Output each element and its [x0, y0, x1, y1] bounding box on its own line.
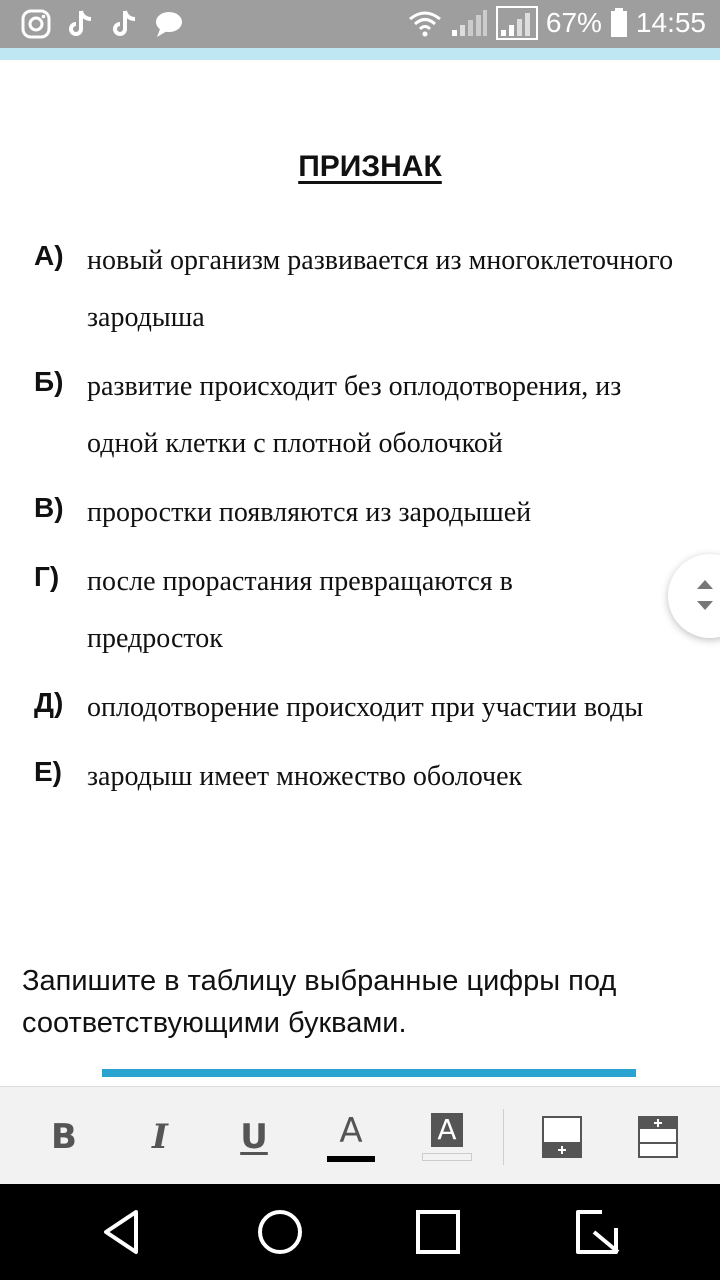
italic-icon: I — [152, 1117, 168, 1157]
highlight-icon: A — [431, 1113, 463, 1147]
signal-icon — [450, 8, 488, 38]
editor-divider — [102, 1069, 636, 1077]
text-color-button[interactable] — [326, 1107, 376, 1167]
edit-icon[interactable] — [572, 1206, 624, 1258]
insert-row-above-icon — [638, 1116, 678, 1158]
insert-row-below-icon — [542, 1116, 582, 1158]
instruction-text: Запишите в таблицу выбранные цифры под соответствующими буквами. — [22, 965, 617, 1039]
battery-icon — [610, 8, 628, 38]
text-color-swatch — [327, 1156, 375, 1162]
recents-icon[interactable] — [412, 1206, 464, 1258]
scroll-up-icon[interactable] — [695, 578, 715, 590]
highlight-button[interactable] — [422, 1107, 472, 1167]
item-letter: Г) — [34, 561, 60, 592]
insert-row-below-button[interactable] — [540, 1107, 584, 1167]
list-item — [0, 748, 720, 805]
list-item — [0, 484, 720, 541]
item-letter: А) — [34, 240, 64, 271]
instagram-icon — [20, 8, 52, 40]
tiktok-icon — [110, 8, 140, 40]
bold-icon: B — [51, 1117, 77, 1157]
signal-icon — [496, 6, 538, 40]
battery-percent: 67% — [545, 7, 602, 38]
scroll-down-icon[interactable] — [695, 600, 715, 612]
text-color-icon: A — [339, 1111, 363, 1151]
item-text: зародыш имеет множество оболочек — [87, 761, 523, 792]
item-text: после прорастания превращаются в предросток — [87, 566, 513, 654]
chat-icon — [154, 9, 184, 39]
bold-button[interactable] — [40, 1107, 88, 1167]
item-text: проростки появляются из зародышей — [87, 497, 532, 528]
back-icon[interactable] — [96, 1206, 148, 1258]
list-item — [0, 232, 720, 346]
insert-row-above-button[interactable] — [636, 1107, 680, 1167]
underline-icon: U — [240, 1117, 268, 1157]
format-toolbar — [0, 1086, 720, 1185]
status-bar — [0, 0, 720, 48]
clock: 14:55 — [635, 7, 706, 38]
item-letter: В) — [34, 492, 64, 523]
highlight-swatch — [422, 1153, 472, 1161]
item-text: оплодотворение происходит при участии воды — [87, 692, 644, 723]
item-text: новый организм развивается из многоклеточного зародыша — [87, 245, 674, 333]
underline-button[interactable] — [230, 1107, 278, 1167]
italic-button[interactable] — [136, 1107, 184, 1167]
notification-icons — [20, 8, 184, 40]
list-item — [0, 358, 720, 472]
tiktok-icon — [66, 8, 96, 40]
list-item — [0, 679, 720, 736]
toolbar-divider — [503, 1109, 504, 1165]
item-letter: Д) — [34, 687, 64, 718]
item-letter: Б) — [34, 366, 64, 397]
feature-list — [0, 232, 720, 817]
page-heading: ПРИЗНАК — [298, 150, 442, 183]
system-status — [408, 6, 706, 40]
item-letter: Е) — [34, 756, 62, 787]
list-item — [0, 553, 720, 667]
accent-strip — [0, 48, 720, 60]
navigation-bar — [0, 1184, 720, 1280]
wifi-icon — [408, 9, 442, 37]
item-text: развитие происходит без оплодотворения, из одной клетки с плотной оболочкой — [87, 371, 622, 459]
home-icon[interactable] — [254, 1206, 306, 1258]
